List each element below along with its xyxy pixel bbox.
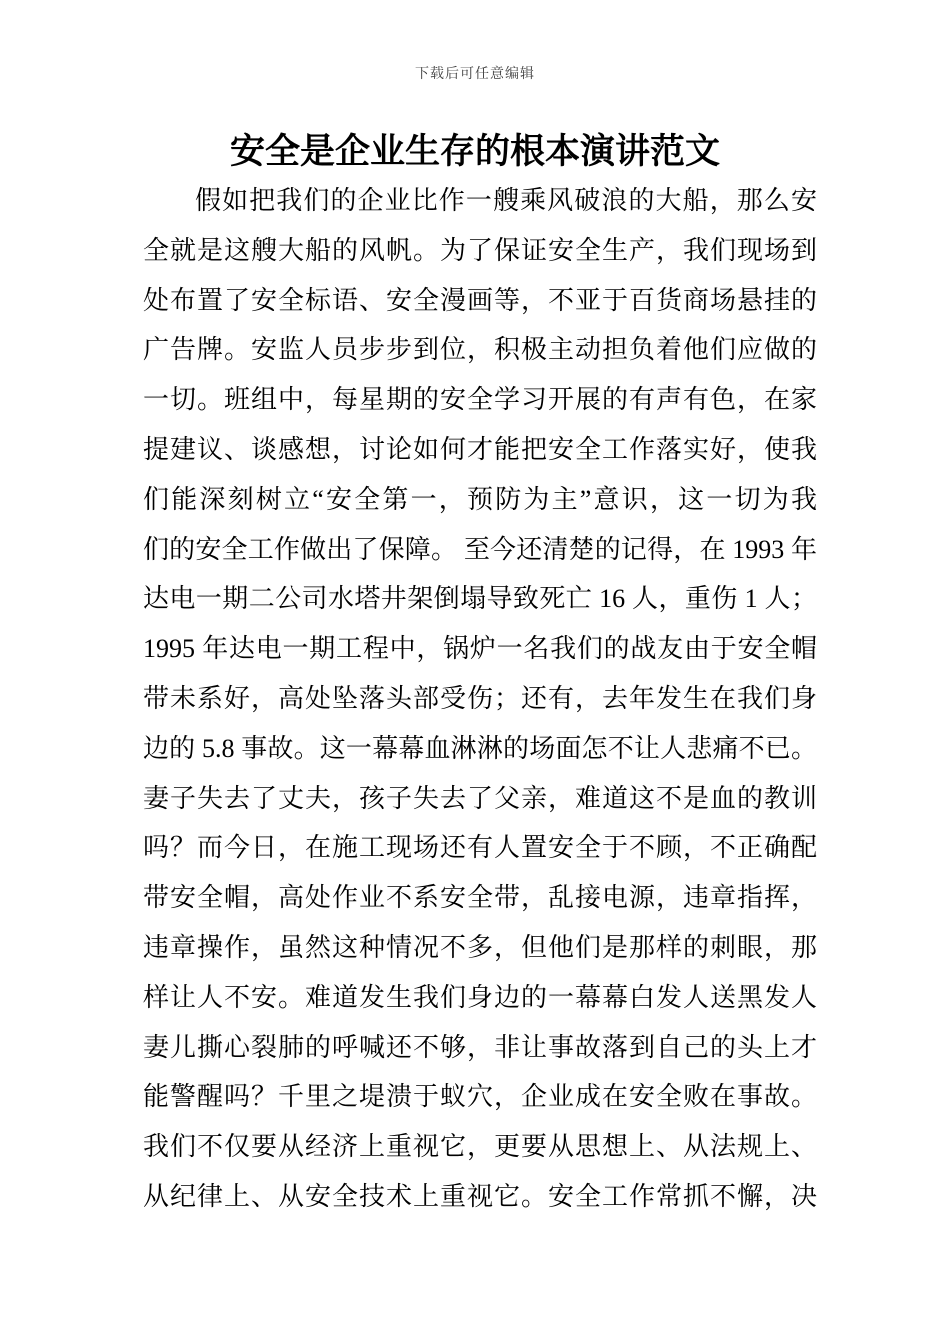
body-line: 从纪律上、从安全技术上重视它。安全工作常抓不懈，决 (143, 1181, 817, 1211)
body-line: 妻儿撕心裂肺的呼喊还不够，非让事故落到自己的头上才 (143, 1032, 817, 1062)
body-line: 能警醒吗？千里之堤溃于蚁穴，企业成在安全败在事故。 (143, 1082, 817, 1112)
body-line: 达电一期二公司水塔井架倒塌导致死亡 16 人，重伤 1 人； (143, 584, 817, 614)
body-line: 妻子失去了丈夫，孩子失去了父亲，难道这不是血的教训 (143, 783, 817, 813)
body-line: 全就是这艘大船的风帆。为了保证安全生产，我们现场到 (143, 235, 817, 265)
body-line: 带未系好，高处坠落头部受伤；还有，去年发生在我们身 (143, 683, 817, 713)
body-line: 1995 年达电一期工程中，锅炉一名我们的战友由于安全帽 (143, 634, 817, 664)
body-line: 吗？而今日，在施工现场还有人置安全于不顾，不正确配 (143, 833, 817, 863)
body-line: 们能深刻树立“安全第一，预防为主”意识，这一切为我 (143, 484, 817, 514)
body-line: 带安全帽，高处作业不系安全带，乱接电源，违章指挥， (143, 883, 817, 913)
document-body (143, 176, 817, 1222)
body-line: 样让人不安。难道发生我们身边的一幕幕白发人送黑发人 (143, 982, 817, 1012)
body-line: 广告牌。安监人员步步到位，积极主动担负着他们应做的 (143, 335, 817, 365)
body-line: 我们不仅要从经济上重视它，更要从思想上、从法规上、 (143, 1132, 817, 1162)
body-line: 边的 5.8 事故。这一幕幕血淋淋的场面怎不让人悲痛不已。 (143, 733, 817, 763)
body-line: 处布置了安全标语、安全漫画等，不亚于百货商场悬挂的 (143, 285, 817, 315)
body-line: 假如把我们的企业比作一艘乘风破浪的大船，那么安 (195, 186, 817, 215)
body-line: 违章操作，虽然这种情况不多，但他们是那样的刺眼，那 (143, 932, 817, 962)
body-line: 一切。班组中，每星期的安全学习开展的有声有色，在家 (143, 385, 817, 415)
body-line: 们的安全工作做出了保障。 至今还清楚的记得，在 1993 年 (143, 534, 817, 564)
body-line: 提建议、谈感想，讨论如何才能把安全工作落实好，使我 (143, 434, 817, 464)
header-watermark: 下载后可任意编辑 (415, 67, 535, 82)
document-title: 安全是企业生存的根本演讲范文 (229, 132, 720, 171)
